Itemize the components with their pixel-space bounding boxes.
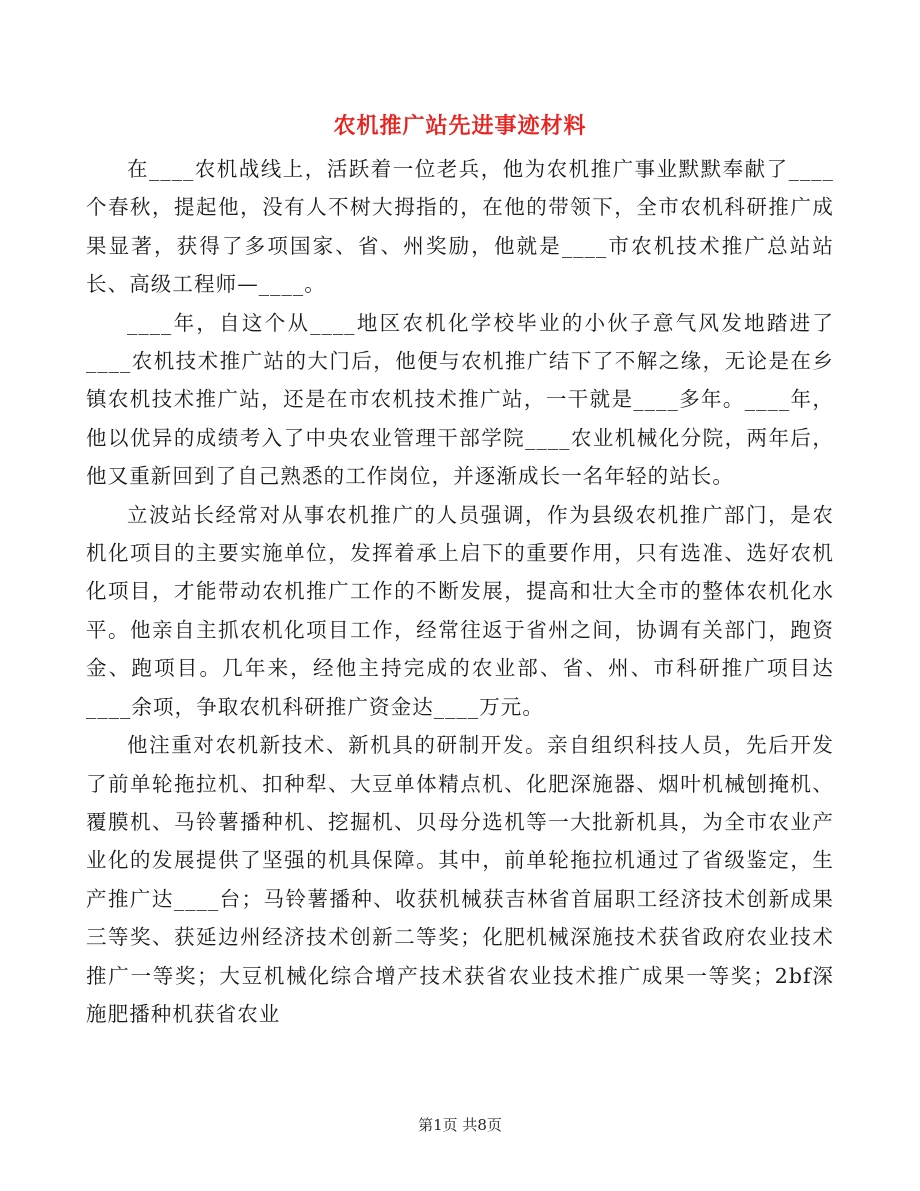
page-number: 第1页 共8页 (418, 1116, 502, 1134)
paragraph-4: 他注重对农机新技术、新机具的研制开发。亲自组织科技人员，先后开发了前单轮拖拉机、扣种犁、大豆单体精点机、化肥深施器、烟叶机械刨掩机、覆膜机、马铃薯播种机、挖掘机、贝母分选机等一大批新机具，为全市农业产业化的发展提供了坚强的机具保障。其中，前单轮拖拉机通过了省级鉴定，生产推广达____台；马铃薯播种、收获机械获吉林省首届职工经济技术创新成果三等奖、获延边州经济技术创新二等奖；化肥机械深施技术获省政府农业技术推广一等奖；大豆机械化综合增产技术获省农业技术推广成果一等奖；2bf深施肥播种机获省农业 (86, 733, 834, 1026)
document-body (86, 150, 834, 1033)
paragraph-3: 立波站长经常对从事农机推广的人员强调，作为县级农机推广部门，是农机化项目的主要实施单位，发挥着承上启下的重要作用，只有选准、选好农机化项目，才能带动农机推广工作的不断发展，提高和壮大全市的整体农机化水平。他亲自主抓农机化项目工作，经常往返于省州之间，协调有关部门，跑资金、跑项目。几年来，经他主持完成的农业部、省、州、市科研推广项目达____余项，争取农机科研推广资金达____万元。 (86, 502, 834, 719)
document-title: 农机推广站先进事迹材料 (333, 113, 587, 139)
paragraph-2: ____年，自这个从____地区农机化学校毕业的小伙子意气风发地踏进了____农机技术推广站的大门后，他便与农机推广结下了不解之缘，无论是在乡镇农机技术推广站，还是在市农机技术推广站，一干就是____多年。____年，他以优异的成绩考入了中央农业管理干部学院____农业机械化分院，两年后，他又重新回到了自己熟悉的工作岗位，并逐渐成长一名年轻的站长。 (86, 310, 834, 489)
paragraph-1: 在____农机战线上，活跃着一位老兵，他为农机推广事业默默奉献了____个春秋，提起他，没有人不树大拇指的，在他的带领下，全市农机科研推广成果显著，获得了多项国家、省、州奖励，他就是____市农机技术推广总站站长、高级工程师—____。 (86, 157, 834, 297)
